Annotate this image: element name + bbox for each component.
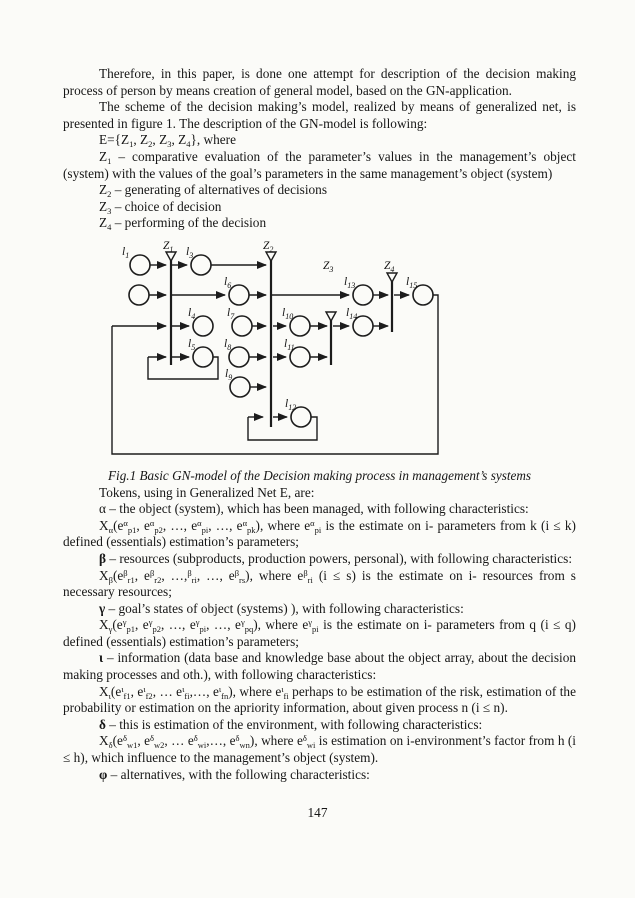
para-delta: δ – this is estimation of the environment, with following characteristics:: [99, 716, 483, 732]
triangle-icon: [387, 273, 397, 282]
para-beta: β – resources (subproducts, production powers, personal), with following characteristics:: [99, 550, 573, 566]
place-l8: [229, 347, 249, 367]
para-iota: ι – information (data base and knowledge base about the object array, about the decision making processes and oth.), with following characteristics:: [63, 650, 576, 683]
feedback-loops: [112, 295, 438, 454]
formula-gamma: $X_\gamma(e^\gamma_{p1}$, $e^\gamma_{p2}$, …, $e^\gamma_{pi}$, …, $e^\gamma_{pq}$), where $e^\gamma_{pi}$ is the estimate on i- parameters from q (i ≤ q) defined (essentials) estimation’s parameters;: [63, 617, 576, 649]
page-number: 147: [307, 805, 328, 820]
para-therefore: Therefore, in this paper, is done one attempt for description of the decision making process of person by means creation of general model, based on the GN-application.: [63, 66, 576, 98]
fig-label-l7: $l_7$: [227, 306, 235, 321]
para-alpha: α – the object (system), which has been managed, with following characteristics:: [99, 501, 529, 517]
place-l5: [193, 347, 213, 367]
transition-bars: [171, 254, 395, 427]
place-l3: [191, 255, 211, 275]
place-l13: [353, 285, 373, 305]
place-l6: [229, 285, 249, 305]
fig-label-Z2: $Z_2$: [263, 239, 274, 254]
triangle-icon: [326, 312, 336, 321]
line-z3-description: $Z_3$ – choice of decision: [99, 198, 222, 216]
fig-label-Z4: $Z_4$: [384, 259, 395, 274]
figure-caption: Fig.1 Basic GN-model of the Decision making process in management’s systems: [107, 467, 532, 483]
place-l1: [130, 255, 150, 275]
place-circles: [129, 255, 433, 427]
para-gamma: γ – goal’s states of object (systems) ), with following characteristics:: [99, 600, 464, 616]
para-phi: φ – alternatives, with the following characteristics:: [99, 766, 370, 782]
fig-label-Z3: $Z_3$: [323, 259, 334, 274]
text-column: [63, 66, 576, 783]
gn-figure-svg: [63, 232, 576, 464]
line-e-set: $E=\{Z_1$, $Z_2$, $Z_3$, $Z_4$}, where: [99, 132, 236, 150]
place-l7: [232, 316, 252, 336]
place-l9: [230, 377, 250, 397]
fig-label-l3: $l_3$: [186, 245, 194, 260]
fig-label-l4: $l_4$: [188, 306, 196, 321]
fig-label-l13: $l_{13}$: [344, 275, 356, 290]
fig-label-l8: $l_8$: [224, 337, 232, 352]
formula-delta: $X_\delta(e^\delta_{w1}$, $e^\delta_{w2}$, … $e^\delta_{wi},\dots$, $e^\delta_{wn}$), where $e^\delta_{wi}$ is estimation on i-environment’s factor from h (i ≤ h), which influence to the management’s object (system).: [63, 733, 576, 766]
fig-label-l12: $l_{12}$: [285, 397, 297, 412]
fig-label-l9: $l_9$: [225, 367, 233, 382]
fig-label-Z1: $Z_1$: [163, 239, 174, 254]
fig-label-l11: $l_{11}$: [284, 337, 295, 352]
line-z2-description: $Z_2$ – generating of alternatives of decisions: [99, 182, 328, 200]
gn-model-figure: [63, 232, 576, 464]
para-scheme: The scheme of the decision making’s model, realized by means of generalized net, is presented in figure 1. The description of the GN-model is following:: [63, 99, 576, 131]
formula-beta: $X_\beta(e^\beta_{r1}$, $e^\beta_{r2}$, …,$^\beta_{ri}$, …, $e^\beta_{rs}$), where $e^\beta_{ri}$ (i ≤ s) is the estimate on i- resources from s necessary resources;: [63, 567, 576, 600]
fig-label-l15: $l_{15}$: [406, 275, 418, 290]
l15-big-loop: [112, 295, 438, 454]
fig-label-l14: $l_{14}$: [346, 306, 358, 321]
fig-label-l1: $l_1$: [122, 245, 130, 260]
line-z4-description: $Z_4$ – performing of the decision: [99, 215, 267, 233]
line-z1-description: $Z_1$ – comparative evaluation of the parameter’s values in the management’s object (system) with the values of the goal’s parameters in the same management’s object (system): [63, 148, 576, 181]
formula-iota: $X_\iota(e^\iota_{f1}$, $e^\iota_{f2}$, … $e^\iota_{fi},\dots$, $e^\iota_{fn}$), where $e^\iota_{fi}$ perhaps to be estimation of the risk, estimation of the probability or estimation on the apriority information, about given process n (i ≤ n).: [63, 683, 576, 716]
fig-label-l5: $l_5$: [188, 337, 196, 352]
fig-label-l10: $l_{10}$: [282, 306, 294, 321]
place-l4: [193, 316, 213, 336]
fig-label-l6: $l_6$: [224, 275, 232, 290]
para-tokens: Tokens, using in Generalized Net E, are:: [99, 484, 315, 500]
formula-alpha: $X_\alpha(e^\alpha_{p1}$, $e^\alpha_{p2}$, …, $e^\alpha_{pi}$, …, $e^\alpha_{pk}$), where $e^\alpha_{pi}$ is the estimate on i- parameters from k (i ≤ k) defined (essentials) estimation’s parameters;: [63, 517, 576, 550]
place-l2: [129, 285, 149, 305]
